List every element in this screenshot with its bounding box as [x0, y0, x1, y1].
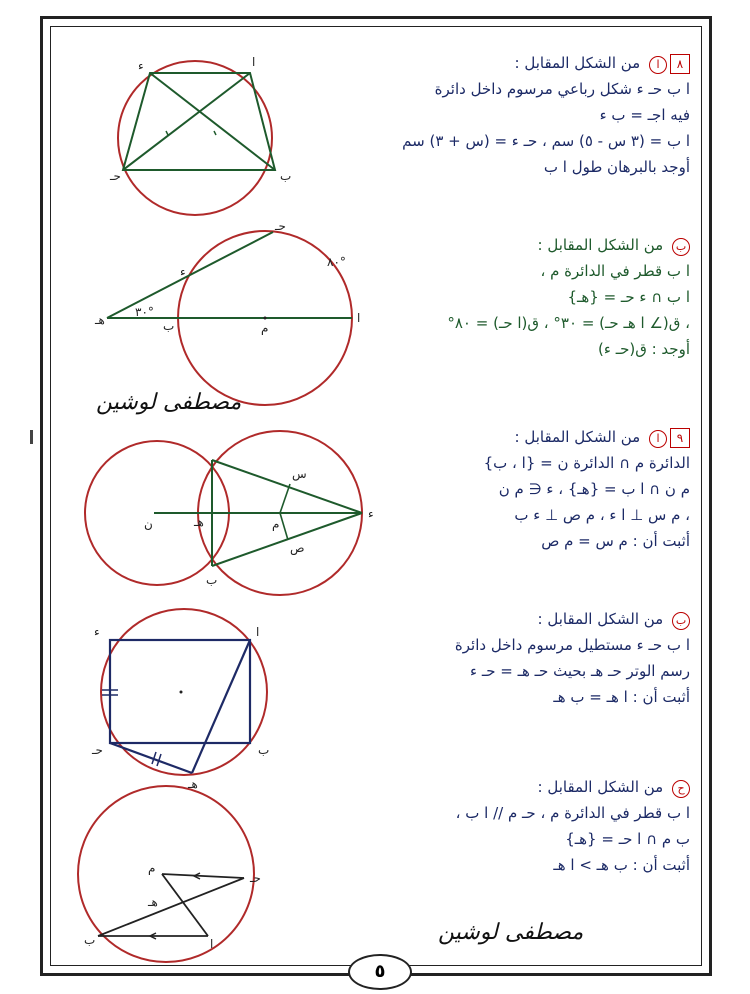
fig3-label: س: [292, 467, 307, 481]
problem-number-badge: ٨: [670, 54, 690, 74]
margin-mark: [30, 430, 33, 444]
problem-letter-badge: ا: [649, 430, 667, 448]
fig2-label: ء: [180, 265, 186, 279]
problem-line: فيه اجـ = ب ء: [599, 106, 690, 124]
signature: مصطفى لوشين: [438, 920, 584, 945]
fig2-label: حـ: [275, 219, 286, 233]
fig1-label: ء: [138, 59, 144, 73]
figure-secant-diameter: [95, 218, 385, 388]
fig5-label: هـ: [148, 895, 158, 909]
fig1-label: ب: [280, 169, 292, 183]
fig2-label: ب: [163, 319, 175, 333]
problem-line: أثبت أن : ب هـ > ا هـ: [553, 856, 690, 874]
problem-8a: [330, 50, 690, 180]
problem-9b: [330, 606, 690, 710]
fig5-label: م: [148, 861, 156, 875]
page-number: ٥: [348, 954, 412, 990]
problem-line: ا ب حـ ء مستطيل مرسوم داخل دائرة: [454, 636, 690, 654]
figure-intersecting-circles: [82, 428, 382, 598]
problem-line: من الشكل المقابل :: [537, 236, 664, 254]
problem-line: من الشكل المقابل :: [537, 778, 664, 796]
fig2-label: م: [261, 321, 269, 335]
problem-line: ا ب قطر في الدائرة م ، حـ م // ا ب ،: [455, 804, 690, 822]
problem-line: م ن ∩ ا ب = {هـ} ، ء ∈ م ن: [498, 480, 690, 498]
fig3-label: هـ: [194, 515, 204, 529]
fig2-label: هـ: [95, 313, 105, 327]
problem-9c: [330, 774, 690, 878]
problem-line: أثبت أن : م س = م ص: [541, 532, 690, 550]
problem-letter-badge: ب: [672, 612, 690, 630]
problem-line: أوجد بالبرهان طول ا ب: [543, 158, 690, 176]
fig5-label: ا: [210, 937, 214, 951]
fig1-label: حـ: [110, 169, 121, 183]
problem-letter-badge: ب: [672, 238, 690, 256]
fig3-label: ء: [368, 507, 374, 521]
fig4-label: ا: [256, 625, 260, 639]
fig3-label: ن: [144, 517, 153, 531]
problem-line: ا ب قطر في الدائرة م ،: [540, 262, 690, 280]
fig4-label: حـ: [92, 743, 103, 757]
problem-line: ، م س ⊥ ا ء ، م ص ⊥ ء ب: [514, 506, 690, 524]
problem-line: من الشكل المقابل :: [537, 610, 664, 628]
fig2-label: ا: [357, 311, 361, 325]
fig5-label: ب: [84, 933, 96, 947]
fig4-label: ب: [258, 743, 270, 757]
problem-9a: [330, 424, 690, 554]
fig2-label: ٣٠°: [135, 305, 154, 319]
problem-line: ا ب ∩ ء حـ = {هـ}: [567, 288, 690, 306]
fig4-label: هـ: [188, 777, 198, 791]
problem-line: من الشكل المقابل :: [514, 428, 641, 446]
fig2-label: ٨٠°: [327, 255, 346, 269]
problem-line: أوجد : ق(حـ ء): [598, 340, 690, 358]
problem-line: ب م ∩ ا حـ = {هـ}: [565, 830, 690, 848]
figure-diameter-parallel: [70, 786, 275, 951]
fig5-label: حـ: [250, 871, 261, 885]
fig3-label: ب: [206, 573, 218, 587]
figure-inscribed-quadrilateral: [110, 55, 292, 218]
figure-inscribed-rectangle: [88, 606, 284, 792]
problem-number-badge: ٩: [670, 428, 690, 448]
problem-letter-badge: ا: [649, 56, 667, 74]
problem-line: الدائرة م ∩ الدائرة ن = {ا ، ب}: [483, 454, 690, 472]
problem-line: ا ب = (٣ س - ٥) سم ، حـ ء = (س + ٣) سم: [402, 132, 690, 150]
problem-letter-badge: ح: [672, 780, 690, 798]
problem-line: أثبت أن : ا هـ = ب هـ: [553, 688, 690, 706]
problem-line: من الشكل المقابل :: [514, 54, 641, 72]
fig1-label: ا: [252, 55, 256, 69]
fig3-label: ص: [290, 541, 305, 555]
problem-line: رسم الوتر حـ هـ بحيث حـ هـ = حـ ء: [470, 662, 690, 680]
signature: مصطفى لوشين: [96, 390, 242, 415]
problem-line: ، ق(∠ ا هـ حـ) = ٣٠° ، ق(ا حـ) = ٨٠°: [447, 314, 690, 332]
fig3-label: م: [272, 517, 280, 531]
fig4-label: ء: [94, 625, 100, 639]
problem-line: ا ب حـ ء شكل رباعي مرسوم داخل دائرة: [434, 80, 690, 98]
